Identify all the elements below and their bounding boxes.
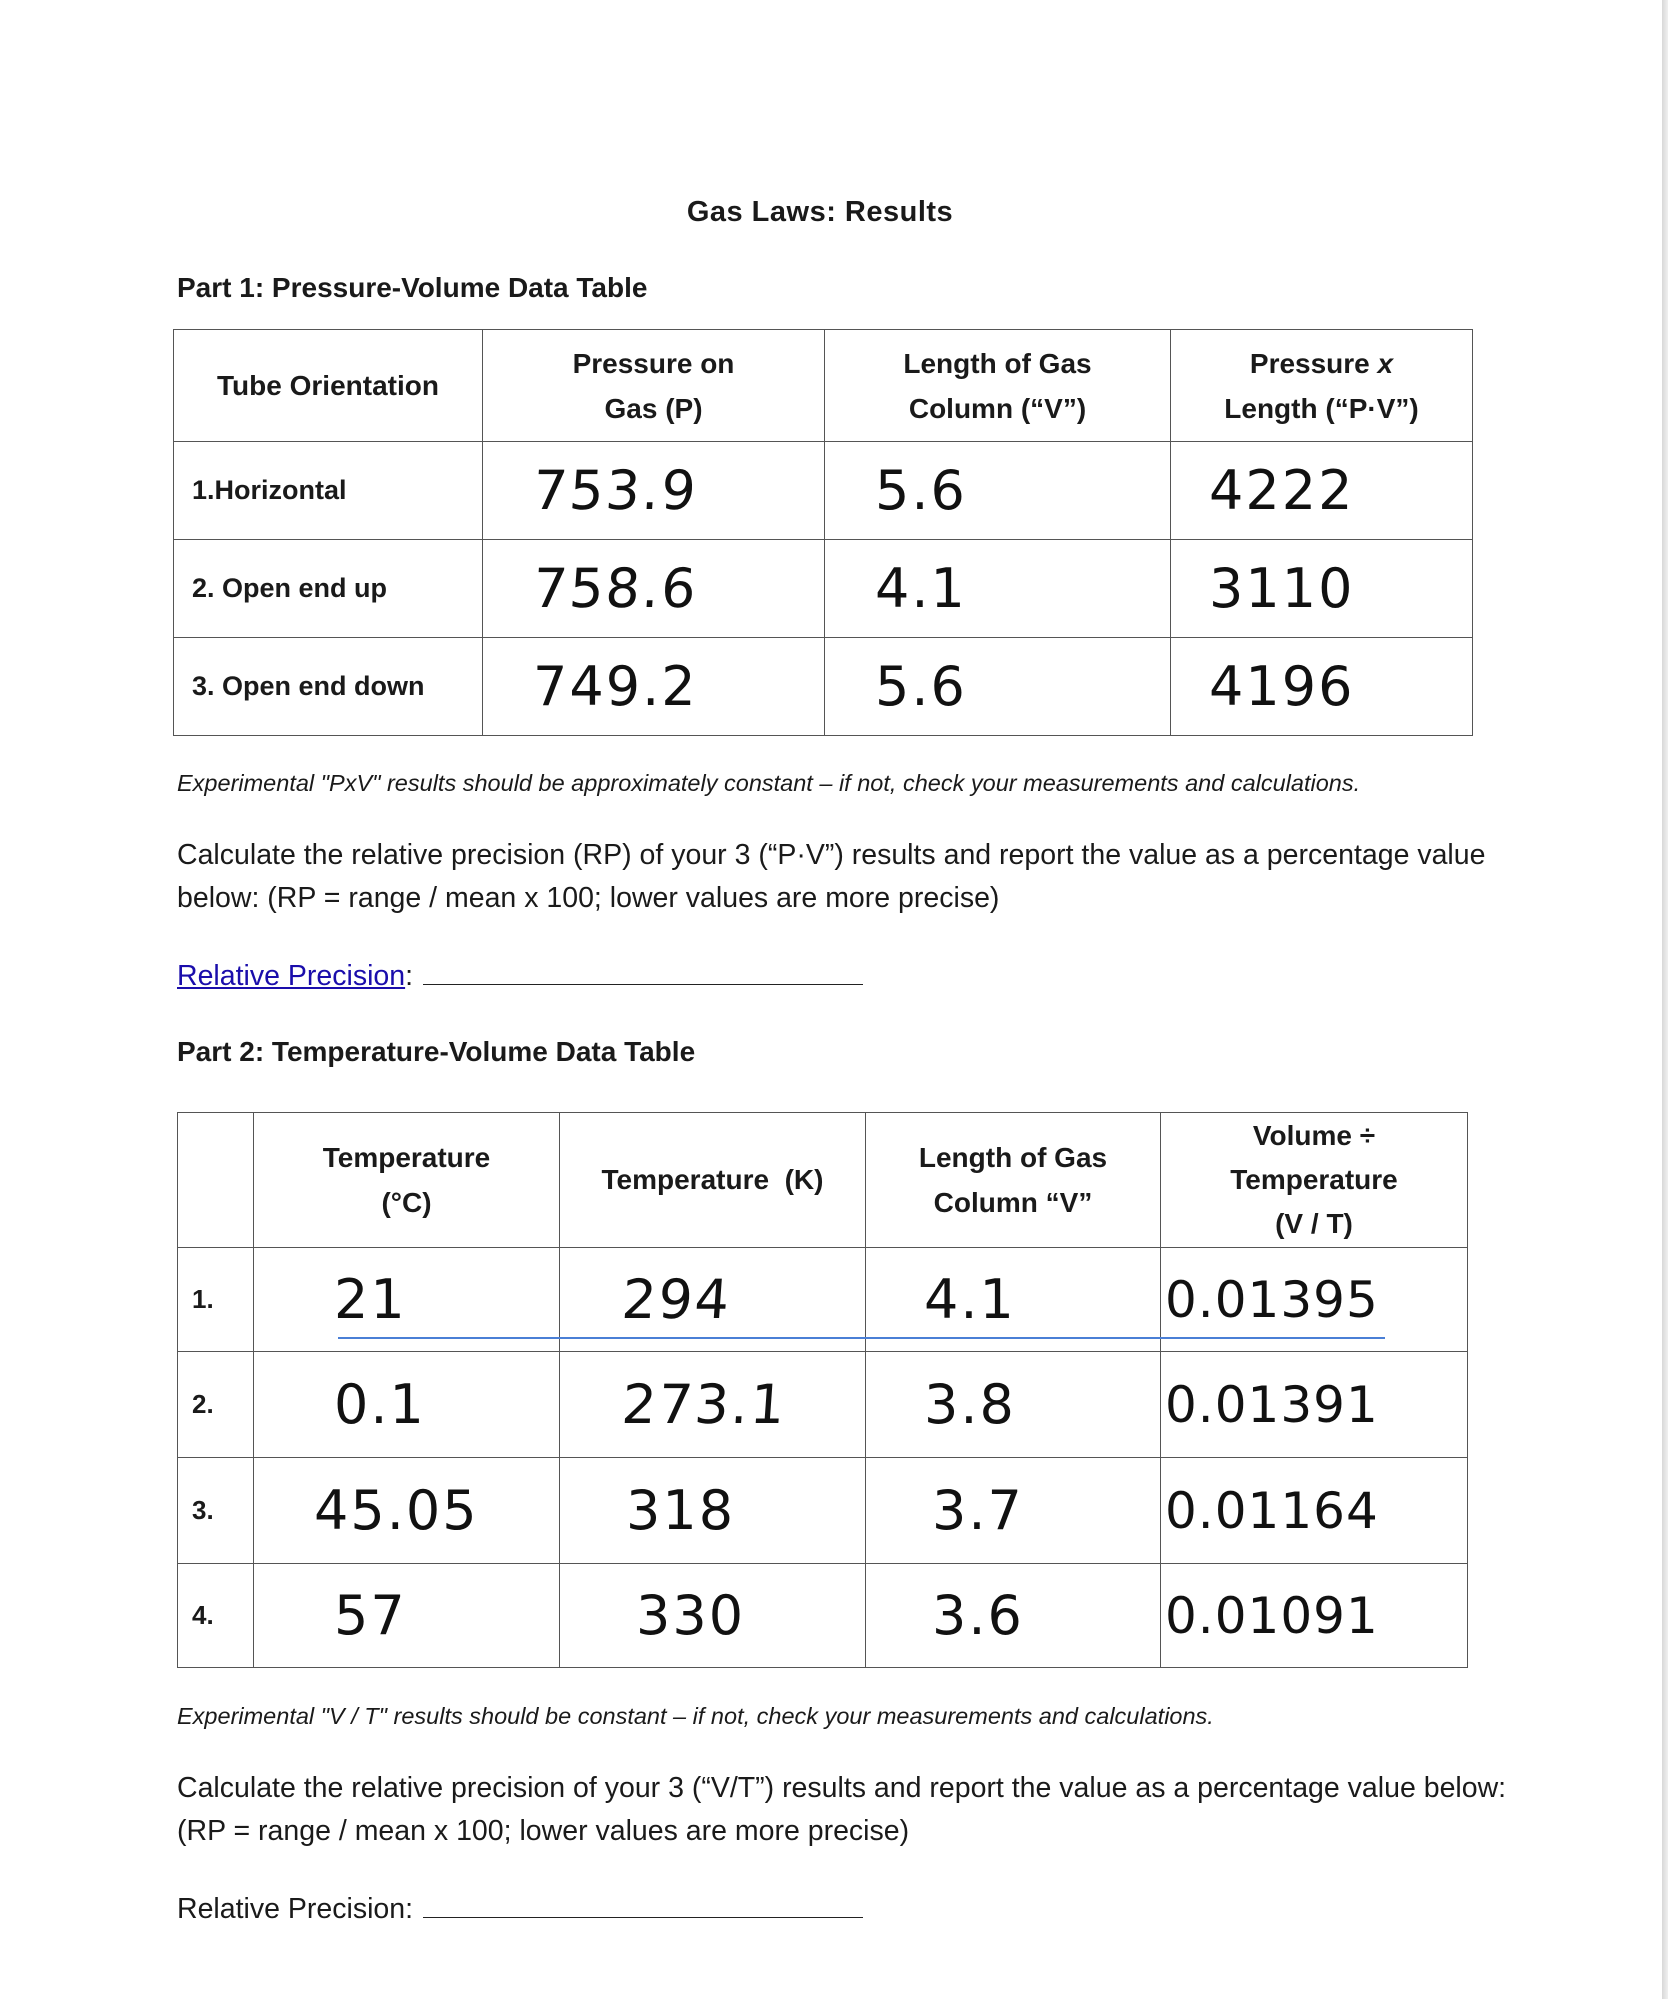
handwritten-length: 5.6 <box>875 655 967 718</box>
header-temp-k-text: Temperature (K) <box>601 1164 824 1195</box>
header-pv-line1 <box>1171 341 1472 386</box>
handwritten-pressure: 758.6 <box>530 557 700 620</box>
header-pressure-line2: Gas (P) <box>604 392 703 424</box>
handwritten-temp-k: 318 <box>626 1479 736 1542</box>
header-length <box>825 330 1171 442</box>
handwritten-vt: 0.01091 <box>1165 1586 1379 1645</box>
header-temp-k <box>560 1113 866 1248</box>
part1-note: Experimental "PxV" results should be approximately constant – if not, check your measurements and calculations. <box>177 770 1361 796</box>
row-label: 1.Horizontal <box>174 442 483 540</box>
handwritten-temp-k: 273.1 <box>619 1373 789 1436</box>
handwritten-temp-c: 0.1 <box>334 1373 426 1436</box>
row-label: 3. Open end down <box>174 638 483 736</box>
handwritten-pv: 4222 <box>1209 459 1355 522</box>
pressure-cell[interactable] <box>483 540 825 638</box>
temp-k-cell[interactable] <box>560 1248 866 1352</box>
row-number: 2. <box>178 1352 254 1458</box>
header-vt-line1: Volume ÷ <box>1252 1120 1376 1151</box>
length-v-cell[interactable] <box>866 1564 1161 1668</box>
header-temp-c-line1: Temperature <box>322 1142 491 1173</box>
length-cell[interactable] <box>825 638 1171 736</box>
length-v-cell[interactable] <box>866 1458 1161 1564</box>
table-row <box>178 1352 1468 1458</box>
header-pv-line2: Length (“P·V”) <box>1224 392 1419 424</box>
table-row <box>174 540 1473 638</box>
handwritten-pv: 3110 <box>1209 557 1355 620</box>
pv-header-row <box>174 330 1473 442</box>
handwritten-length-v: 3.6 <box>932 1584 1024 1647</box>
handwritten-vt: 0.01164 <box>1165 1481 1379 1540</box>
header-length-line1: Length of Gas <box>903 347 1092 379</box>
table-row <box>178 1248 1468 1352</box>
temp-c-cell[interactable] <box>254 1458 560 1564</box>
relative-precision-link[interactable]: Relative Precision <box>177 960 406 992</box>
row-number: 4. <box>178 1564 254 1668</box>
handwritten-length-v: 3.8 <box>924 1373 1016 1436</box>
page-edge-shadow <box>1662 0 1668 1999</box>
length-cell[interactable] <box>825 442 1171 540</box>
part2-note: Experimental "V / T" results should be constant – if not, check your measurements and calculations. <box>177 1703 1214 1729</box>
header-blank <box>178 1113 254 1248</box>
temp-c-cell[interactable] <box>254 1352 560 1458</box>
pv-cell[interactable] <box>1171 442 1473 540</box>
header-temp-c-line2: (°C) <box>381 1187 432 1218</box>
part2-instruction: Calculate the relative precision of your 3 (“V/T”) results and report the value as a percentage value below: (RP = range / mean x 100; lower values are more precise) <box>177 1772 1507 1847</box>
table-row <box>178 1458 1468 1564</box>
temp-c-cell[interactable] <box>254 1564 560 1668</box>
header-pv-prefix: Pressure <box>1249 347 1378 379</box>
table-row <box>174 442 1473 540</box>
header-pressure-line1: Pressure on <box>572 347 735 379</box>
part2-heading: Part 2: Temperature-Volume Data Table <box>177 1036 696 1067</box>
part1-heading: Part 1: Pressure-Volume Data Table <box>177 272 648 303</box>
header-temp-c <box>254 1113 560 1248</box>
part1-relative-precision <box>177 960 863 993</box>
table-row <box>178 1564 1468 1668</box>
header-vt-line2: Temperature <box>1230 1164 1398 1195</box>
pressure-volume-table <box>173 329 1473 736</box>
tv-header-row <box>178 1113 1468 1248</box>
pressure-cell[interactable] <box>483 442 825 540</box>
length-v-cell[interactable] <box>866 1248 1161 1352</box>
header-orientation-text: Tube Orientation <box>217 369 439 401</box>
pv-cell[interactable] <box>1171 638 1473 736</box>
handwritten-vt: 0.01391 <box>1165 1375 1379 1434</box>
handwritten-length: 5.6 <box>875 459 967 522</box>
header-pv-x: x <box>1377 347 1394 379</box>
handwritten-pv: 4196 <box>1209 655 1355 718</box>
length-cell[interactable] <box>825 540 1171 638</box>
temp-k-cell[interactable] <box>560 1458 866 1564</box>
temp-c-cell[interactable] <box>254 1248 560 1352</box>
handwritten-vt: 0.01395 <box>1165 1270 1379 1329</box>
handwritten-temp-c: 57 <box>334 1584 407 1647</box>
length-v-cell[interactable] <box>866 1352 1161 1458</box>
header-tube-orientation <box>174 330 483 442</box>
pressure-cell[interactable] <box>483 638 825 736</box>
blue-pen-underline <box>338 1337 1385 1339</box>
header-pv <box>1171 330 1473 442</box>
header-pressure <box>483 330 825 442</box>
temp-k-cell[interactable] <box>560 1564 866 1668</box>
header-length-v-line1: Length of Gas <box>918 1142 1108 1173</box>
vt-cell[interactable] <box>1161 1352 1468 1458</box>
table-row <box>174 638 1473 736</box>
vt-cell[interactable] <box>1161 1564 1468 1668</box>
relative-precision-colon: : <box>405 960 414 992</box>
relative-precision-answer-blank[interactable] <box>423 962 863 985</box>
handwritten-pressure: 749.2 <box>533 655 698 718</box>
handwritten-temp-k: 294 <box>619 1268 734 1331</box>
handwritten-length-v: 4.1 <box>924 1268 1016 1331</box>
row-number: 1. <box>178 1248 254 1352</box>
header-length-v <box>866 1113 1161 1248</box>
handwritten-length: 4.1 <box>875 557 967 620</box>
handwritten-temp-c: 21 <box>334 1268 407 1331</box>
temp-k-cell[interactable] <box>560 1352 866 1458</box>
pv-cell[interactable] <box>1171 540 1473 638</box>
vt-cell[interactable] <box>1161 1458 1468 1564</box>
temperature-volume-table <box>177 1112 1468 1668</box>
page-title: Gas Laws: Results <box>686 196 954 228</box>
part1-instruction: Calculate the relative precision (RP) of your 3 (“P·V”) results and report the value as a percentage value below: (RP = range / mean x 100; lower values are more precise) <box>177 839 1486 914</box>
handwritten-temp-k: 330 <box>636 1584 746 1647</box>
part2-relative-precision <box>177 1893 863 1926</box>
handwritten-pressure: 753.9 <box>530 459 700 522</box>
vt-cell[interactable] <box>1161 1248 1468 1352</box>
header-vt-line3: (V / T) <box>1275 1208 1353 1239</box>
row-label: 2. Open end up <box>174 540 483 638</box>
relative-precision-label: Relative Precision: <box>177 1893 414 1925</box>
relative-precision-answer-blank[interactable] <box>423 1895 863 1918</box>
handwritten-length-v: 3.7 <box>932 1479 1024 1542</box>
handwritten-temp-c: 45.05 <box>314 1479 479 1542</box>
header-length-v-line2: Column “V” <box>933 1187 1093 1218</box>
row-number: 3. <box>178 1458 254 1564</box>
header-length-line2: Column (“V”) <box>908 392 1087 424</box>
header-vt <box>1161 1113 1468 1248</box>
